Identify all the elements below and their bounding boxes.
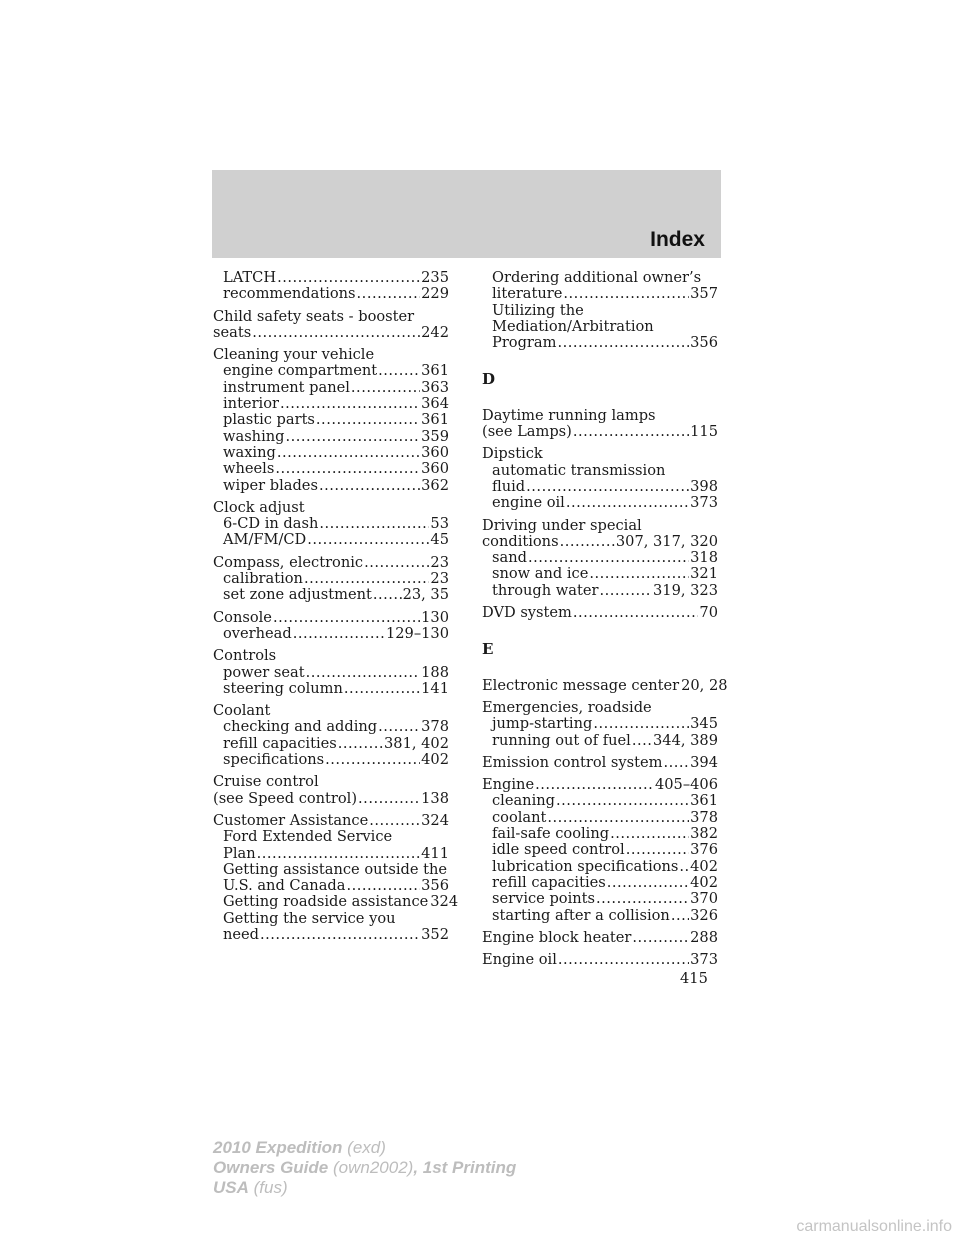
entry-page-ref: 356 <box>421 877 449 895</box>
index-entry-line <box>213 478 449 494</box>
entry-page-ref: 356 <box>690 334 718 352</box>
entry-text: Ford Extended Service <box>223 828 393 846</box>
footer-printing: , 1st Printing <box>413 1158 517 1177</box>
entry-page-ref: 362 <box>421 476 449 494</box>
index-entry-line <box>213 363 449 379</box>
index-entry-line <box>213 516 449 532</box>
leader-dots <box>663 755 689 771</box>
index-entry <box>213 347 449 494</box>
leader-dots <box>560 534 615 550</box>
entry-page-ref: 402 <box>690 857 718 875</box>
entry-label: Program <box>492 334 557 352</box>
entry-page-ref: 23, 35 <box>402 586 449 604</box>
leader-dots <box>351 380 420 396</box>
index-column-left <box>213 269 459 943</box>
entry-page-ref: 138 <box>421 789 449 807</box>
entry-text: Mediation/Arbitration <box>492 317 654 335</box>
entry-label: conditions <box>482 532 559 550</box>
index-entry-line <box>482 952 718 968</box>
index-entry-line <box>213 846 449 862</box>
leader-dots <box>252 325 420 341</box>
entry-label: set zone adjustment <box>223 586 372 604</box>
entry-label: recommendations <box>223 285 356 303</box>
entry-label: steering column <box>223 679 343 697</box>
entry-text: Getting the service you <box>223 909 396 927</box>
index-entry-line <box>213 626 449 642</box>
index-entry-line <box>213 286 449 302</box>
entry-text: Dipstick <box>482 445 543 463</box>
index-entry-line <box>482 733 718 749</box>
index-entry <box>213 309 449 342</box>
entry-page-ref: 188 <box>421 663 449 681</box>
leader-dots <box>573 424 689 440</box>
leader-dots <box>316 412 420 428</box>
index-entry-line <box>213 380 449 396</box>
index-entry <box>213 555 449 604</box>
entry-text: Child safety seats - booster <box>213 307 415 325</box>
index-entry-line <box>213 813 449 829</box>
index-entry-line <box>213 927 449 943</box>
entry-label: Console <box>213 608 272 626</box>
entry-label: need <box>223 925 260 943</box>
entry-label: lubrication specifications <box>492 857 679 875</box>
index-entry-line <box>482 842 718 858</box>
index-entry-line <box>213 532 449 548</box>
index-entry <box>213 270 449 303</box>
entry-page-ref: 53 <box>430 515 449 533</box>
entry-page-ref: 20, 28 <box>681 676 728 694</box>
page-number: 415 <box>680 970 708 987</box>
index-entry-line <box>213 270 449 286</box>
entry-page-ref: 229 <box>421 285 449 303</box>
entry-label: idle speed control <box>492 841 625 859</box>
leader-dots <box>610 826 689 842</box>
index-entry-line <box>482 424 718 440</box>
index-entry <box>213 610 449 643</box>
entry-page-ref: 378 <box>421 718 449 736</box>
index-entry-line <box>213 893 459 911</box>
entry-page-ref: 321 <box>690 565 718 583</box>
leader-dots <box>257 846 421 862</box>
entry-page-ref: 381, 402 <box>384 734 449 752</box>
entry-page-ref: 360 <box>421 460 449 478</box>
index-entry-line <box>482 793 718 809</box>
entry-label: Engine oil <box>482 951 557 969</box>
leader-dots <box>566 495 689 511</box>
index-entry <box>213 811 459 943</box>
entry-label: Getting roadside assistance <box>223 893 429 911</box>
entry-page-ref: 129–130 <box>385 624 449 642</box>
entry-text: automatic transmission <box>492 461 666 479</box>
index-entry-line <box>213 791 449 807</box>
index-entry <box>482 777 718 924</box>
index-entry <box>482 605 718 621</box>
entry-page-ref: 23 <box>430 570 449 588</box>
leader-dots <box>671 908 689 924</box>
leader-dots <box>679 859 689 875</box>
entry-text: Utilizing the <box>492 301 584 319</box>
leader-dots <box>547 810 689 826</box>
entry-label: instrument panel <box>223 378 350 396</box>
entry-label: Electronic message center <box>482 676 680 694</box>
entry-label: starting after a collision <box>492 906 670 924</box>
leader-dots <box>528 550 689 566</box>
leader-dots <box>378 719 420 735</box>
section-title: Index <box>650 228 705 251</box>
entry-label: snow and ice <box>492 565 589 583</box>
leader-dots <box>573 605 699 621</box>
index-letter-heading: E <box>482 640 494 659</box>
entry-page-ref: 23 <box>430 553 449 571</box>
leader-dots <box>306 665 421 681</box>
leader-dots <box>526 479 689 495</box>
entry-page-ref: 288 <box>690 928 718 946</box>
entry-label: wheels <box>223 460 275 478</box>
index-entry <box>482 952 718 968</box>
entry-page-ref: 307, 317, 320 <box>615 532 718 550</box>
index-entry-line <box>213 555 449 571</box>
entry-page-ref: 402 <box>690 873 718 891</box>
footer-guide: Owners Guide <box>213 1158 329 1177</box>
leader-dots <box>378 363 420 379</box>
leader-dots <box>589 566 689 582</box>
entry-label: refill capacities <box>492 873 606 891</box>
entry-label: (see Lamps) <box>482 423 572 441</box>
index-entry-line <box>482 777 718 793</box>
entry-page-ref: 115 <box>690 423 718 441</box>
index-entry-line <box>213 752 449 768</box>
index-entry <box>482 446 718 511</box>
entry-label: Customer Assistance <box>213 811 369 829</box>
entry-page-ref: 324 <box>430 893 459 911</box>
entry-label: Plan <box>223 844 256 862</box>
leader-dots <box>277 270 420 286</box>
entry-label: literature <box>492 285 563 303</box>
leader-dots <box>344 681 420 697</box>
index-entry-line <box>482 479 718 495</box>
entry-label: running out of fuel <box>492 731 631 749</box>
entry-page-ref: 378 <box>690 808 718 826</box>
index-entry-line <box>482 550 718 566</box>
index-entry-line <box>482 286 718 302</box>
entry-label: jump-starting <box>492 715 593 733</box>
leader-dots <box>277 445 420 461</box>
index-entry <box>482 676 728 694</box>
entry-page-ref: 411 <box>421 844 449 862</box>
leader-dots <box>632 733 652 749</box>
entry-page-ref: 361 <box>690 792 718 810</box>
entry-label: (see Speed control) <box>213 789 358 807</box>
index-entry <box>213 500 449 549</box>
entry-label: AM/FM/CD <box>223 531 307 549</box>
entry-page-ref: 318 <box>690 549 718 567</box>
entry-page-ref: 70 <box>699 604 718 622</box>
leader-dots <box>626 842 689 858</box>
entry-label: U.S. and Canada <box>223 877 346 895</box>
entry-label: Engine <box>482 776 535 794</box>
entry-page-ref: 373 <box>690 494 718 512</box>
entry-page-ref: 319, 323 <box>653 581 718 599</box>
index-column-right <box>482 269 728 969</box>
index-entry <box>213 703 449 768</box>
index-entry-line <box>482 908 718 924</box>
entry-label: 6-CD in dash <box>223 515 319 533</box>
section-header-box <box>212 170 721 258</box>
entry-label: Engine block heater <box>482 928 632 946</box>
entry-page-ref: 360 <box>421 443 449 461</box>
index-entry-line <box>482 676 728 694</box>
index-entry-line <box>213 681 449 697</box>
index-entry-line <box>213 587 449 603</box>
leader-dots <box>632 930 689 946</box>
leader-dots <box>369 813 420 829</box>
entry-label: washing <box>223 427 285 445</box>
entry-label: interior <box>223 395 279 413</box>
entry-page-ref: 376 <box>690 841 718 859</box>
entry-label: fluid <box>492 477 526 495</box>
entry-label: through water <box>492 581 599 599</box>
index-entry-line <box>213 736 449 752</box>
index-entry <box>213 774 449 807</box>
leader-dots <box>557 335 689 351</box>
footer-market-code: (fus) <box>253 1178 288 1197</box>
entry-text: Ordering additional owner’s <box>492 269 702 286</box>
entry-text: Driving under special <box>482 516 642 534</box>
entry-label: sand <box>492 549 527 567</box>
index-entry-line <box>482 583 718 599</box>
entry-label: Emission control system <box>482 753 663 771</box>
index-entry-line <box>482 826 718 842</box>
entry-page-ref: 361 <box>421 362 449 380</box>
entry-label: overhead <box>223 624 292 642</box>
leader-dots <box>563 286 689 302</box>
entry-page-ref: 45 <box>430 531 449 549</box>
entry-label: calibration <box>223 570 303 588</box>
leader-dots <box>556 793 689 809</box>
leader-dots <box>599 583 652 599</box>
index-entry-line <box>213 445 449 461</box>
index-entry-line <box>482 534 718 550</box>
entry-page-ref: 394 <box>690 753 718 771</box>
entry-text: Daytime running lamps <box>482 406 656 424</box>
entry-label: DVD system <box>482 604 572 622</box>
index-entry-line <box>213 665 449 681</box>
leader-dots <box>357 286 421 302</box>
entry-page-ref: 141 <box>421 679 449 697</box>
index-entry <box>482 700 718 749</box>
entry-label: fail-safe cooling <box>492 825 610 843</box>
index-entry-line <box>482 335 718 351</box>
entry-label: seats <box>213 323 252 341</box>
entry-label: service points <box>492 890 596 908</box>
entry-label: Compass, electronic <box>213 553 364 571</box>
footer-guide-code: (own2002) <box>332 1158 414 1177</box>
index-entry-line <box>213 610 449 626</box>
index-entry-line <box>482 875 718 891</box>
entry-page-ref: 373 <box>690 951 718 969</box>
entry-label: specifications <box>223 751 325 769</box>
entry-page-ref: 370 <box>690 890 718 908</box>
entry-page-ref: 242 <box>421 323 449 341</box>
leader-dots <box>535 777 654 793</box>
entry-page-ref: 363 <box>421 378 449 396</box>
index-letter-heading: D <box>482 370 496 389</box>
entry-label: engine compartment <box>223 362 378 380</box>
entry-text: Clock adjust <box>213 498 305 516</box>
entry-page-ref: 398 <box>690 477 718 495</box>
watermark: carmanualsonline.info <box>796 1218 952 1235</box>
index-entry <box>482 518 718 599</box>
leader-dots <box>275 461 420 477</box>
index-entry-line <box>482 605 718 621</box>
entry-page-ref: 402 <box>421 751 449 769</box>
index-entry <box>482 755 718 771</box>
leader-dots <box>358 791 420 807</box>
leader-dots <box>338 736 383 752</box>
entry-page-ref: 357 <box>690 285 718 303</box>
leader-dots <box>307 532 429 548</box>
entry-page-ref: 235 <box>421 269 449 286</box>
leader-dots <box>596 891 689 907</box>
entry-page-ref: 326 <box>690 906 718 924</box>
entry-label: refill capacities <box>223 734 337 752</box>
entry-page-ref: 361 <box>421 411 449 429</box>
index-entry-line <box>213 571 449 587</box>
index-entry-line <box>213 429 449 445</box>
index-entry-line <box>482 566 718 582</box>
entry-label: checking and adding <box>223 718 378 736</box>
leader-dots <box>319 478 420 494</box>
entry-text: Emergencies, roadside <box>482 698 652 716</box>
entry-page-ref: 364 <box>421 395 449 413</box>
entry-label: wiper blades <box>223 476 318 494</box>
leader-dots <box>593 716 689 732</box>
entry-label: power seat <box>223 663 305 681</box>
leader-dots <box>293 626 385 642</box>
entry-page-ref: 382 <box>690 825 718 843</box>
entry-page-ref: 359 <box>421 427 449 445</box>
entry-page-ref: 130 <box>421 608 449 626</box>
entry-text: Controls <box>213 647 277 665</box>
entry-page-ref: 352 <box>421 925 449 943</box>
entry-text: Coolant <box>213 702 271 720</box>
footer-model: 2010 Expedition <box>213 1138 343 1157</box>
print-footer <box>213 1138 516 1198</box>
entry-text: Getting assistance outside the <box>223 860 448 878</box>
entry-label: engine oil <box>492 494 565 512</box>
entry-label: coolant <box>492 808 547 826</box>
entry-label: cleaning <box>492 792 555 810</box>
leader-dots <box>260 927 420 943</box>
leader-dots <box>325 752 420 768</box>
leader-dots <box>346 878 420 894</box>
index-entry-line <box>482 810 718 826</box>
index-entry-line <box>213 325 449 341</box>
entry-page-ref: 405–406 <box>654 776 718 794</box>
leader-dots <box>304 571 429 587</box>
index-entry <box>482 930 718 946</box>
leader-dots <box>319 516 429 532</box>
footer-market: USA <box>213 1178 249 1197</box>
index-entry-line <box>482 891 718 907</box>
index-entry-line <box>482 716 718 732</box>
leader-dots <box>373 587 402 603</box>
index-entry-line <box>213 461 449 477</box>
index-entry-line <box>213 412 449 428</box>
entry-page-ref: 345 <box>690 715 718 733</box>
index-entry <box>213 648 449 697</box>
index-entry-line <box>482 495 718 511</box>
entry-label: waxing <box>223 443 276 461</box>
leader-dots <box>273 610 420 626</box>
index-entry-line <box>482 930 718 946</box>
index-entry <box>482 270 718 351</box>
leader-dots <box>607 875 689 891</box>
leader-dots <box>280 396 420 412</box>
entry-label: LATCH <box>223 269 277 286</box>
leader-dots <box>558 952 689 968</box>
leader-dots <box>364 555 429 571</box>
index-entry-line <box>213 396 449 412</box>
leader-dots <box>286 429 421 445</box>
entry-label: plastic parts <box>223 411 315 429</box>
entry-text: Cleaning your vehicle <box>213 346 375 364</box>
entry-page-ref: 344, 389 <box>653 731 718 749</box>
footer-model-code: (exd) <box>347 1138 386 1157</box>
index-entry <box>482 408 718 441</box>
index-entry-line <box>482 859 718 875</box>
index-entry-line <box>213 878 449 894</box>
index-entry-line <box>213 719 449 735</box>
entry-page-ref: 324 <box>421 811 449 829</box>
index-entry-line <box>482 755 718 771</box>
entry-text: Cruise control <box>213 773 319 791</box>
